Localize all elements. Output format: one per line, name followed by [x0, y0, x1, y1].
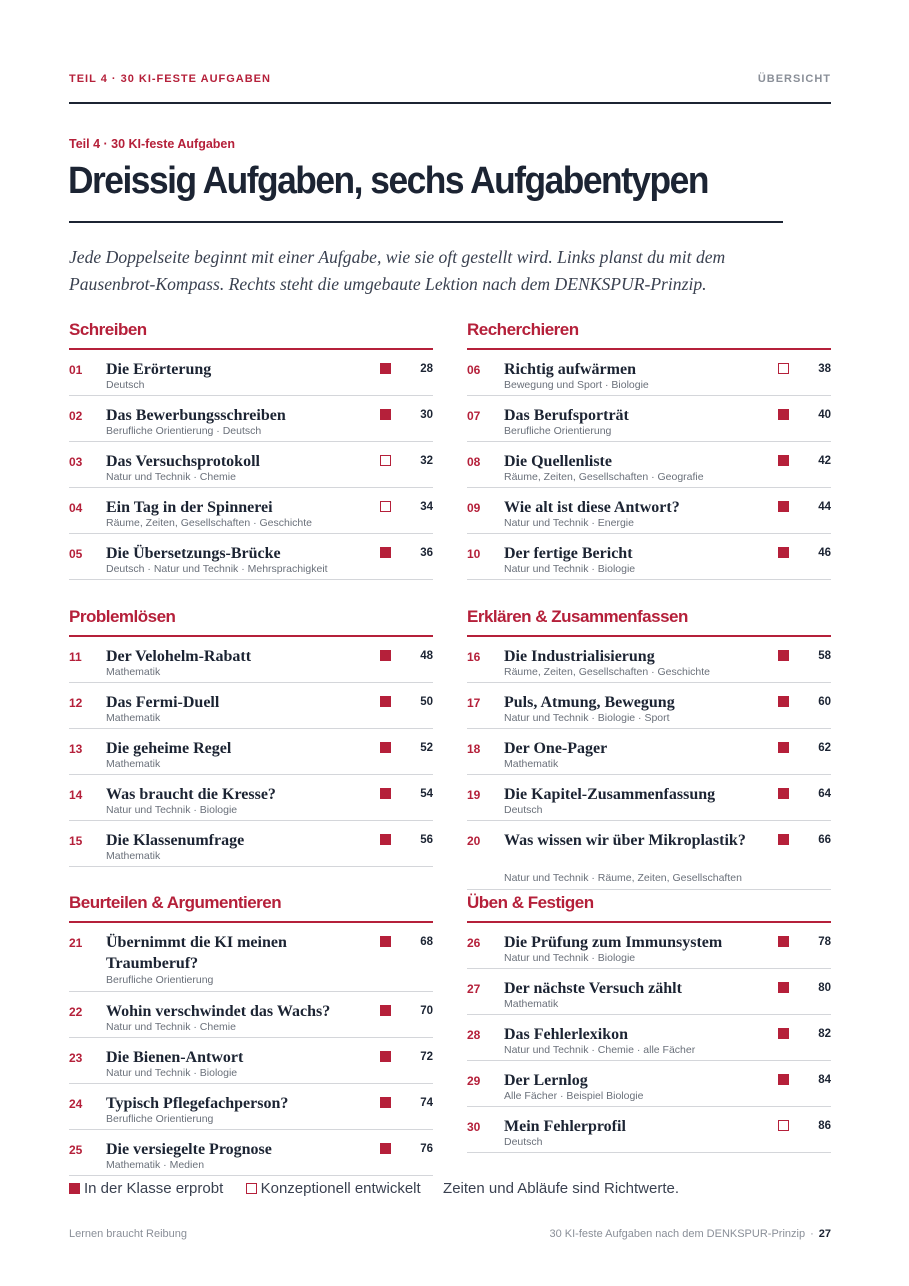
toc-entry-12[interactable] [69, 683, 433, 729]
toc-entry-03[interactable] [69, 442, 433, 488]
entry-title[interactable]: Was braucht die Kresse? [106, 786, 276, 803]
entry-number: 01 [69, 363, 83, 377]
entry-number: 13 [69, 742, 83, 756]
filled-square-icon [778, 742, 789, 753]
section-recherchieren [467, 320, 831, 580]
entry-number: 21 [69, 936, 83, 950]
toc-entry-21[interactable] [69, 923, 433, 992]
entry-subjects: Natur und Technik · Biologie [106, 804, 238, 816]
filled-square-icon [380, 650, 391, 661]
entry-title[interactable]: Typisch Pflegefachperson? [106, 1095, 289, 1112]
entry-title[interactable]: Richtig aufwärmen [504, 361, 636, 378]
entry-page[interactable]: 38 [818, 363, 831, 375]
entry-number: 02 [69, 409, 83, 423]
filled-square-icon [380, 936, 391, 947]
entry-page[interactable]: 30 [420, 409, 433, 421]
toc-entry-17[interactable] [467, 683, 831, 729]
entry-page[interactable]: 78 [818, 936, 831, 948]
entry-page[interactable]: 34 [420, 501, 433, 513]
entry-page[interactable]: 84 [818, 1074, 831, 1086]
toc-entry-13[interactable] [69, 729, 433, 775]
empty-square-icon [380, 455, 391, 466]
running-head-left: TEIL 4 · 30 KI-FESTE AUFGABEN [69, 73, 271, 85]
entry-page[interactable]: 56 [420, 834, 433, 846]
section-title: Üben & Festigen [467, 893, 594, 912]
entry-page[interactable]: 28 [420, 363, 433, 375]
entry-number: 25 [69, 1143, 83, 1157]
entry-subjects: Deutsch · Natur und Technik · Mehrsprachigkeit [106, 563, 328, 575]
entry-title[interactable]: Die versiegelte Prognose [106, 1141, 272, 1158]
entry-subjects: Bewegung und Sport · Biologie [504, 379, 649, 391]
footer-title: 30 KI-feste Aufgaben nach dem DENKSPUR-Prinzip [549, 1228, 806, 1240]
section-title: Recherchieren [467, 320, 579, 339]
filled-square-icon [380, 363, 391, 374]
entry-title[interactable]: Das Bewerbungsschreiben [106, 407, 286, 424]
entry-subjects: Alle Fächer · Beispiel Biologie [504, 1090, 644, 1102]
entry-subjects: Natur und Technik · Chemie [106, 471, 236, 483]
entry-title[interactable]: Ein Tag in der Spinnerei [106, 499, 273, 516]
entry-number: 08 [467, 455, 481, 469]
entry-subjects: Natur und Technik · Biologie [504, 563, 636, 575]
page-title: Dreissig Aufgaben, sechs Aufgabentypen [68, 160, 708, 202]
entry-title[interactable]: Die Prüfung zum Immunsystem [504, 934, 723, 951]
lead-paragraph: Jede Doppelseite beginnt mit einer Aufgabe, wie sie oft gestellt wird. Links planst du mit dem Pausenbrot-Kompass. Rechts steht die umgebaute Lektion nach dem DENKSPUR-Prinzip. [69, 247, 726, 294]
filled-square-icon [778, 501, 789, 512]
toc-entry-18[interactable] [467, 729, 831, 775]
filled-square-icon [778, 696, 789, 707]
entry-title[interactable]: Übernimmt die KI meinen Traumberuf? [106, 934, 287, 972]
entry-page[interactable]: 62 [818, 742, 831, 754]
entry-number: 06 [467, 363, 481, 377]
entry-title[interactable]: Puls, Atmung, Bewegung [504, 694, 675, 711]
entry-page[interactable]: 72 [420, 1051, 433, 1063]
filled-square-icon [778, 936, 789, 947]
legend-filled-label: In der Klasse erprobt [84, 1180, 224, 1197]
entry-list [467, 923, 831, 1153]
section-title: Beurteilen & Argumentieren [69, 893, 282, 912]
entry-page[interactable]: 80 [818, 982, 831, 994]
entry-title[interactable]: Wie alt ist diese Antwort? [504, 499, 680, 516]
entry-page[interactable]: 58 [818, 650, 831, 662]
section-title: Problemlösen [69, 607, 176, 626]
toc-entry-30[interactable] [467, 1107, 831, 1153]
entry-page[interactable]: 32 [420, 455, 433, 467]
filled-square-icon [380, 834, 391, 845]
running-head [69, 73, 831, 89]
entry-page[interactable]: 36 [420, 547, 433, 559]
entry-subjects: Natur und Technik · Chemie [106, 1021, 236, 1033]
filled-square-icon [778, 547, 789, 558]
toc-entry-06[interactable] [467, 350, 831, 396]
entry-number: 11 [69, 650, 82, 664]
entry-subjects: Mathematik [106, 712, 161, 724]
entry-title[interactable]: Die Bienen-Antwort [106, 1049, 244, 1066]
filled-square-icon [778, 650, 789, 661]
entry-subjects: Natur und Technik · Chemie · alle Fächer [504, 1044, 696, 1056]
running-head-right: ÜBERSICHT [757, 73, 831, 85]
entry-title[interactable]: Die Klassenumfrage [106, 832, 245, 849]
entry-title[interactable]: Das Versuchsprotokoll [106, 453, 260, 470]
entry-number: 14 [69, 788, 83, 802]
entry-subjects: Natur und Technik · Biologie · Sport [504, 712, 670, 724]
entry-number: 27 [467, 982, 481, 996]
entry-title[interactable]: Der fertige Bericht [504, 545, 633, 562]
toc-entry-15[interactable] [69, 821, 433, 867]
footer-separator: · [810, 1228, 814, 1240]
entry-number: 12 [69, 696, 83, 710]
section-schreiben [69, 320, 433, 580]
entry-number: 30 [467, 1120, 481, 1134]
entry-number: 26 [467, 936, 481, 950]
entry-title[interactable]: Der Velohelm-Rabatt [106, 648, 252, 665]
entry-title[interactable]: Das Fehlerlexikon [504, 1026, 628, 1043]
entry-subjects: Räume, Zeiten, Gesellschaften · Geschichte [504, 666, 711, 678]
entry-subjects: Natur und Technik · Biologie [504, 952, 636, 964]
entry-subjects: Berufliche Orientierung · Deutsch [106, 425, 262, 437]
entry-page[interactable]: 52 [420, 742, 433, 754]
entry-page[interactable]: 50 [420, 696, 433, 708]
entry-subjects: Natur und Technik · Räume, Zeiten, Gesellschaften [504, 872, 742, 884]
entry-page[interactable]: 82 [818, 1028, 831, 1040]
entry-page[interactable]: 76 [420, 1143, 433, 1155]
toc-entry-09[interactable] [467, 488, 831, 534]
entry-page[interactable]: 48 [420, 650, 433, 662]
filled-square-icon [69, 1183, 80, 1194]
toc-entry-27[interactable] [467, 969, 831, 1015]
entry-subjects: Berufliche Orientierung [106, 1113, 214, 1125]
entry-page[interactable]: 46 [818, 547, 831, 559]
filled-square-icon [778, 982, 789, 993]
entry-page[interactable]: 42 [818, 455, 831, 467]
entry-subjects: Berufliche Orientierung [504, 425, 612, 437]
toc-entry-07[interactable] [467, 396, 831, 442]
toc-entry-01[interactable] [69, 350, 433, 396]
header-rule [69, 102, 831, 104]
toc-entry-19[interactable] [467, 775, 831, 821]
kicker: Teil 4 · 30 KI-feste Aufgaben [69, 137, 236, 151]
section-title: Erklären & Zusammenfassen [467, 607, 688, 626]
entry-page[interactable]: 64 [818, 788, 831, 800]
entry-page[interactable]: 40 [818, 409, 831, 421]
entry-number: 16 [467, 650, 481, 664]
filled-square-icon [778, 834, 789, 845]
entry-subjects: Deutsch [106, 379, 145, 391]
entry-number: 18 [467, 742, 481, 756]
entry-subjects: Räume, Zeiten, Gesellschaften · Geschichte [106, 517, 313, 529]
entry-number: 20 [467, 834, 481, 848]
toc-entry-02[interactable] [69, 396, 433, 442]
entry-number: 24 [69, 1097, 83, 1111]
empty-square-icon [246, 1183, 257, 1194]
filled-square-icon [380, 547, 391, 558]
entry-page[interactable]: 66 [818, 834, 831, 846]
toc-entry-11[interactable] [69, 637, 433, 683]
entry-number: 09 [467, 501, 481, 515]
entry-title[interactable]: Die Quellenliste [504, 453, 612, 470]
entry-title[interactable]: Wohin verschwindet das Wachs? [106, 1003, 331, 1020]
entry-page[interactable]: 44 [818, 501, 831, 513]
toc-entry-25[interactable] [69, 1130, 433, 1176]
legend-empty-label: Konzeptionell entwickelt [260, 1180, 421, 1197]
filled-square-icon [380, 696, 391, 707]
entry-page[interactable]: 60 [818, 696, 831, 708]
legend [69, 1180, 679, 1197]
toc-entry-26[interactable] [467, 923, 831, 969]
entry-number: 15 [69, 834, 83, 848]
entry-number: 07 [467, 409, 481, 423]
footer-left: Lernen braucht Reibung [69, 1228, 188, 1240]
toc-entry-29[interactable] [467, 1061, 831, 1107]
section-beurteilen [69, 893, 433, 1176]
footer-right [550, 1228, 832, 1240]
toc-entry-24[interactable] [69, 1084, 433, 1130]
toc-entry-04[interactable] [69, 488, 433, 534]
entry-title[interactable]: Die Übersetzungs-Brücke [106, 545, 281, 562]
toc-entry-20[interactable] [467, 821, 831, 890]
entry-subjects: Deutsch [504, 804, 543, 816]
empty-square-icon [778, 1120, 789, 1131]
entry-list [69, 350, 433, 580]
section-erklaeren [467, 607, 831, 890]
filled-square-icon [380, 409, 391, 420]
entry-number: 03 [69, 455, 83, 469]
toc-entry-14[interactable] [69, 775, 433, 821]
entry-subjects: Mathematik [106, 666, 161, 678]
filled-square-icon [380, 1005, 391, 1016]
entry-page[interactable]: 68 [420, 936, 433, 948]
entry-number: 28 [467, 1028, 481, 1042]
filled-square-icon [380, 1097, 391, 1108]
entry-list [467, 637, 831, 890]
entry-title[interactable]: Mein Fehlerprofil [504, 1118, 626, 1135]
entry-page[interactable]: 74 [420, 1097, 433, 1109]
entry-subjects: Mathematik · Medien [106, 1159, 205, 1171]
toc-entry-23[interactable] [69, 1038, 433, 1084]
entry-subjects: Mathematik [504, 998, 559, 1010]
entry-number: 05 [69, 547, 83, 561]
entry-subjects: Berufliche Orientierung [106, 974, 214, 986]
empty-square-icon [380, 501, 391, 512]
title-rule [69, 221, 783, 223]
section-title: Schreiben [69, 320, 147, 339]
entry-title[interactable]: Die Erörterung [106, 361, 212, 378]
toc-entry-16[interactable] [467, 637, 831, 683]
entry-subjects: Mathematik [504, 758, 559, 770]
empty-square-icon [778, 363, 789, 374]
filled-square-icon [778, 1028, 789, 1039]
filled-square-icon [380, 788, 391, 799]
entry-title[interactable]: Der nächste Versuch zählt [504, 980, 682, 997]
entry-subjects: Räume, Zeiten, Gesellschaften · Geografie [504, 471, 704, 483]
entry-title[interactable]: Die Kapitel-Zusammenfassung [504, 786, 716, 803]
filled-square-icon [380, 742, 391, 753]
entry-page[interactable]: 86 [818, 1120, 831, 1132]
toc-entry-08[interactable] [467, 442, 831, 488]
filled-square-icon [778, 455, 789, 466]
entry-subjects: Deutsch [504, 1136, 543, 1148]
filled-square-icon [380, 1143, 391, 1154]
entry-number: 23 [69, 1051, 83, 1065]
entry-number: 29 [467, 1074, 481, 1088]
entry-title[interactable]: Das Fermi-Duell [106, 694, 220, 711]
entry-list [467, 350, 831, 580]
entry-page[interactable]: 54 [420, 788, 433, 800]
entry-number: 22 [69, 1005, 83, 1019]
entry-title[interactable]: Die geheime Regel [106, 740, 232, 757]
entry-title[interactable]: Das Berufsporträt [504, 407, 629, 424]
entry-title[interactable]: Der Lernlog [504, 1072, 588, 1089]
entry-page[interactable]: 70 [420, 1005, 433, 1017]
entry-number: 19 [467, 788, 481, 802]
toc-entry-22[interactable] [69, 992, 433, 1038]
entry-number: 04 [69, 501, 83, 515]
entry-list [69, 637, 433, 867]
section-ueben [467, 893, 831, 1153]
entry-title[interactable]: Was wissen wir über Mikroplastik? [504, 832, 746, 849]
section-problemloesen [69, 607, 433, 867]
legend-note: Zeiten und Abläufe sind Richtwerte. [443, 1180, 680, 1197]
entry-subjects: Mathematik [106, 850, 161, 862]
page-number: 27 [818, 1228, 831, 1240]
filled-square-icon [380, 1051, 391, 1062]
entry-title[interactable]: Der One-Pager [504, 740, 608, 757]
toc-entry-28[interactable] [467, 1015, 831, 1061]
filled-square-icon [778, 788, 789, 799]
entry-subjects: Mathematik [106, 758, 161, 770]
toc-entry-05[interactable] [69, 534, 433, 580]
filled-square-icon [778, 1074, 789, 1085]
toc-entry-10[interactable] [467, 534, 831, 580]
entry-number: 17 [467, 696, 481, 710]
filled-square-icon [778, 409, 789, 420]
entry-number: 10 [467, 547, 481, 561]
entry-title[interactable]: Die Industrialisierung [504, 648, 655, 665]
entry-list [69, 923, 433, 1176]
entry-subjects: Natur und Technik · Energie [504, 517, 634, 529]
entry-subjects: Natur und Technik · Biologie [106, 1067, 238, 1079]
